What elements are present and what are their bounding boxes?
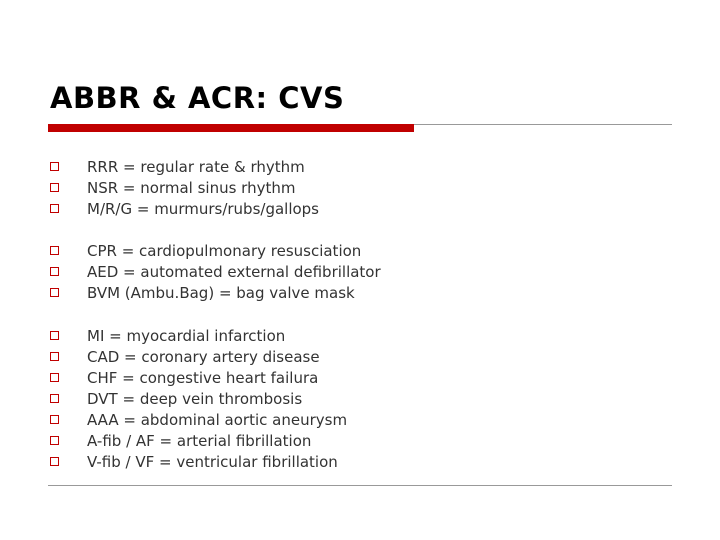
- slide-title: ABBR & ACR: CVS: [50, 81, 345, 115]
- list-item-text: AAA = abdominal aortic aneurysm: [87, 411, 348, 429]
- list-item-text: NSR = normal sinus rhythm: [87, 179, 296, 197]
- list-item-text: DVT = deep vein thrombosis: [87, 390, 303, 408]
- list-item-text: CHF = congestive heart failura: [87, 369, 319, 387]
- list-item-text: CPR = cardiopulmonary resusciation: [87, 242, 362, 260]
- title-underline-rule: [414, 124, 672, 125]
- square-bullet-icon: [50, 373, 59, 382]
- square-bullet-icon: [50, 436, 59, 445]
- footer-divider: [48, 485, 672, 486]
- title-underline-accent: [48, 124, 414, 132]
- list-item-text: BVM (Ambu.Bag) = bag valve mask: [87, 284, 355, 302]
- list-item-text: AED = automated external defibrillator: [87, 263, 381, 281]
- list-item-text: V-fib / VF = ventricular fibrillation: [87, 453, 338, 471]
- list-item-text: A-fib / AF = arterial fibrillation: [87, 432, 312, 450]
- square-bullet-icon: [50, 352, 59, 361]
- list-item-text: MI = myocardial infarction: [87, 327, 286, 345]
- square-bullet-icon: [50, 183, 59, 192]
- square-bullet-icon: [50, 331, 59, 340]
- list-item-text: RRR = regular rate & rhythm: [87, 158, 305, 176]
- square-bullet-icon: [50, 394, 59, 403]
- square-bullet-icon: [50, 415, 59, 424]
- square-bullet-icon: [50, 457, 59, 466]
- square-bullet-icon: [50, 288, 59, 297]
- square-bullet-icon: [50, 204, 59, 213]
- list-item-text: CAD = coronary artery disease: [87, 348, 320, 366]
- square-bullet-icon: [50, 246, 59, 255]
- square-bullet-icon: [50, 267, 59, 276]
- square-bullet-icon: [50, 162, 59, 171]
- list-item-text: M/R/G = murmurs/rubs/gallops: [87, 200, 320, 218]
